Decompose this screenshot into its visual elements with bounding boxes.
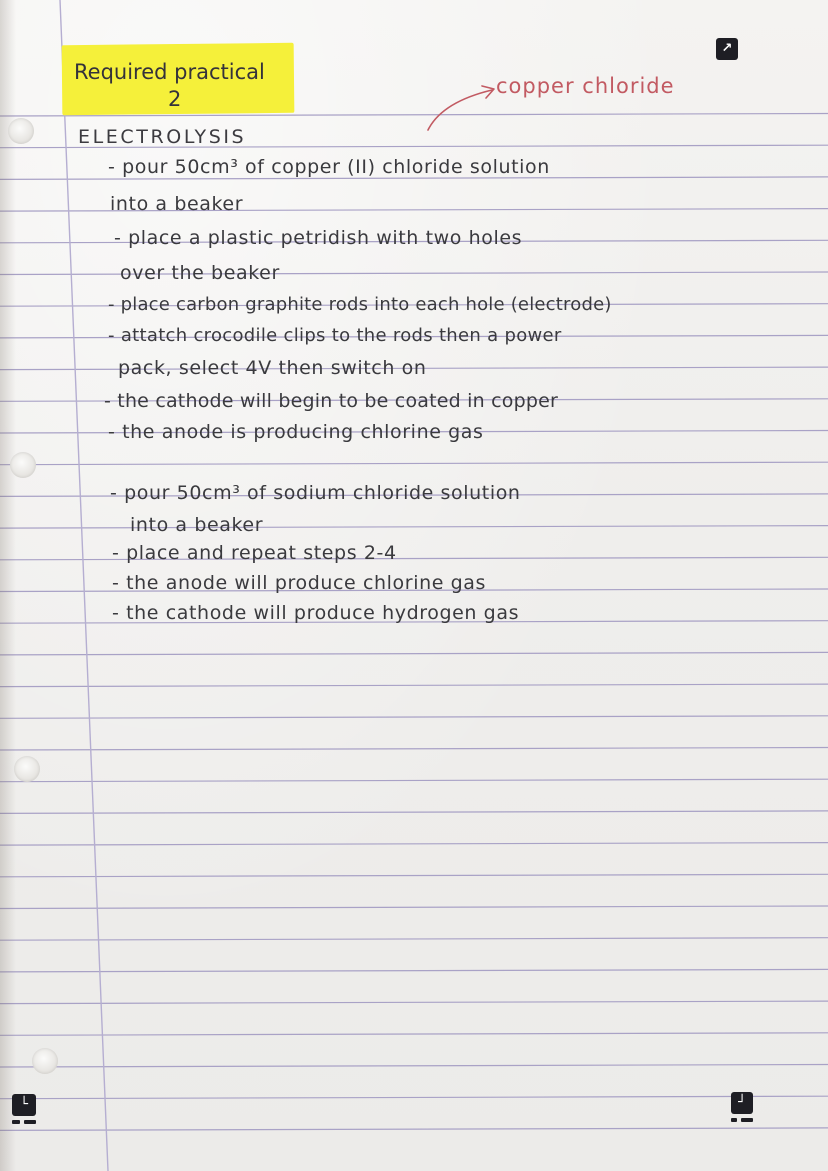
logo-strip xyxy=(731,1118,737,1122)
note-line: - the anode is producing chlorine gas xyxy=(108,421,484,443)
note-line: - attatch crocodile clips to the rods then a power xyxy=(108,325,562,346)
punch-hole xyxy=(10,452,36,478)
note-line: into a beaker xyxy=(110,193,244,215)
ruled-line xyxy=(0,779,828,782)
note-line: pack, select 4V then switch on xyxy=(118,357,427,379)
annotation-copper-chloride: copper chloride xyxy=(496,74,675,98)
note-line: - place a plastic petridish with two holes xyxy=(114,227,523,249)
logo-strip xyxy=(24,1120,36,1124)
note-line: - place carbon graphite rods into each hole (electrode) xyxy=(108,294,612,315)
ruled-line xyxy=(0,938,828,941)
ruled-line xyxy=(0,1096,828,1099)
binding-shadow xyxy=(0,0,16,1171)
logo-strip xyxy=(12,1120,20,1124)
page-title: Required practical xyxy=(74,60,265,84)
ruled-line xyxy=(0,1001,828,1004)
punch-hole xyxy=(14,756,40,782)
punch-hole xyxy=(32,1048,58,1074)
ruled-line xyxy=(0,969,828,972)
ruled-line xyxy=(0,874,828,877)
note-line: - the cathode will produce hydrogen gas xyxy=(112,602,520,624)
note-line: into a beaker xyxy=(130,514,264,536)
ruled-line xyxy=(0,716,828,719)
note-line: - the cathode will begin to be coated in copper xyxy=(104,390,559,412)
practical-number: 2 xyxy=(168,87,182,111)
note-line: - the anode will produce chlorine gas xyxy=(112,572,487,594)
share-icon[interactable]: ↗ xyxy=(716,38,738,60)
ruled-line xyxy=(0,1128,828,1131)
ruled-line xyxy=(0,462,828,465)
ruled-line xyxy=(0,652,828,655)
note-line: over the beaker xyxy=(120,262,280,284)
ruled-line xyxy=(0,748,828,751)
ruled-line xyxy=(0,526,828,529)
punch-hole xyxy=(8,118,34,144)
note-line: - place and repeat steps 2-4 xyxy=(112,542,397,564)
ruled-line xyxy=(0,1065,828,1068)
note-line: - pour 50cm³ of sodium chloride solution xyxy=(110,482,521,504)
ruled-line xyxy=(0,906,828,909)
section-heading: ELECTROLYSIS xyxy=(78,126,247,148)
logo-icon: └ xyxy=(12,1094,36,1116)
ruled-line xyxy=(0,843,828,846)
ruled-line xyxy=(0,811,828,814)
ruled-line xyxy=(0,684,828,687)
ruled-line xyxy=(0,1033,828,1036)
note-line: - pour 50cm³ of copper (II) chloride solution xyxy=(108,156,550,178)
logo-icon: ┘ xyxy=(731,1092,753,1114)
logo-strip xyxy=(741,1118,753,1122)
